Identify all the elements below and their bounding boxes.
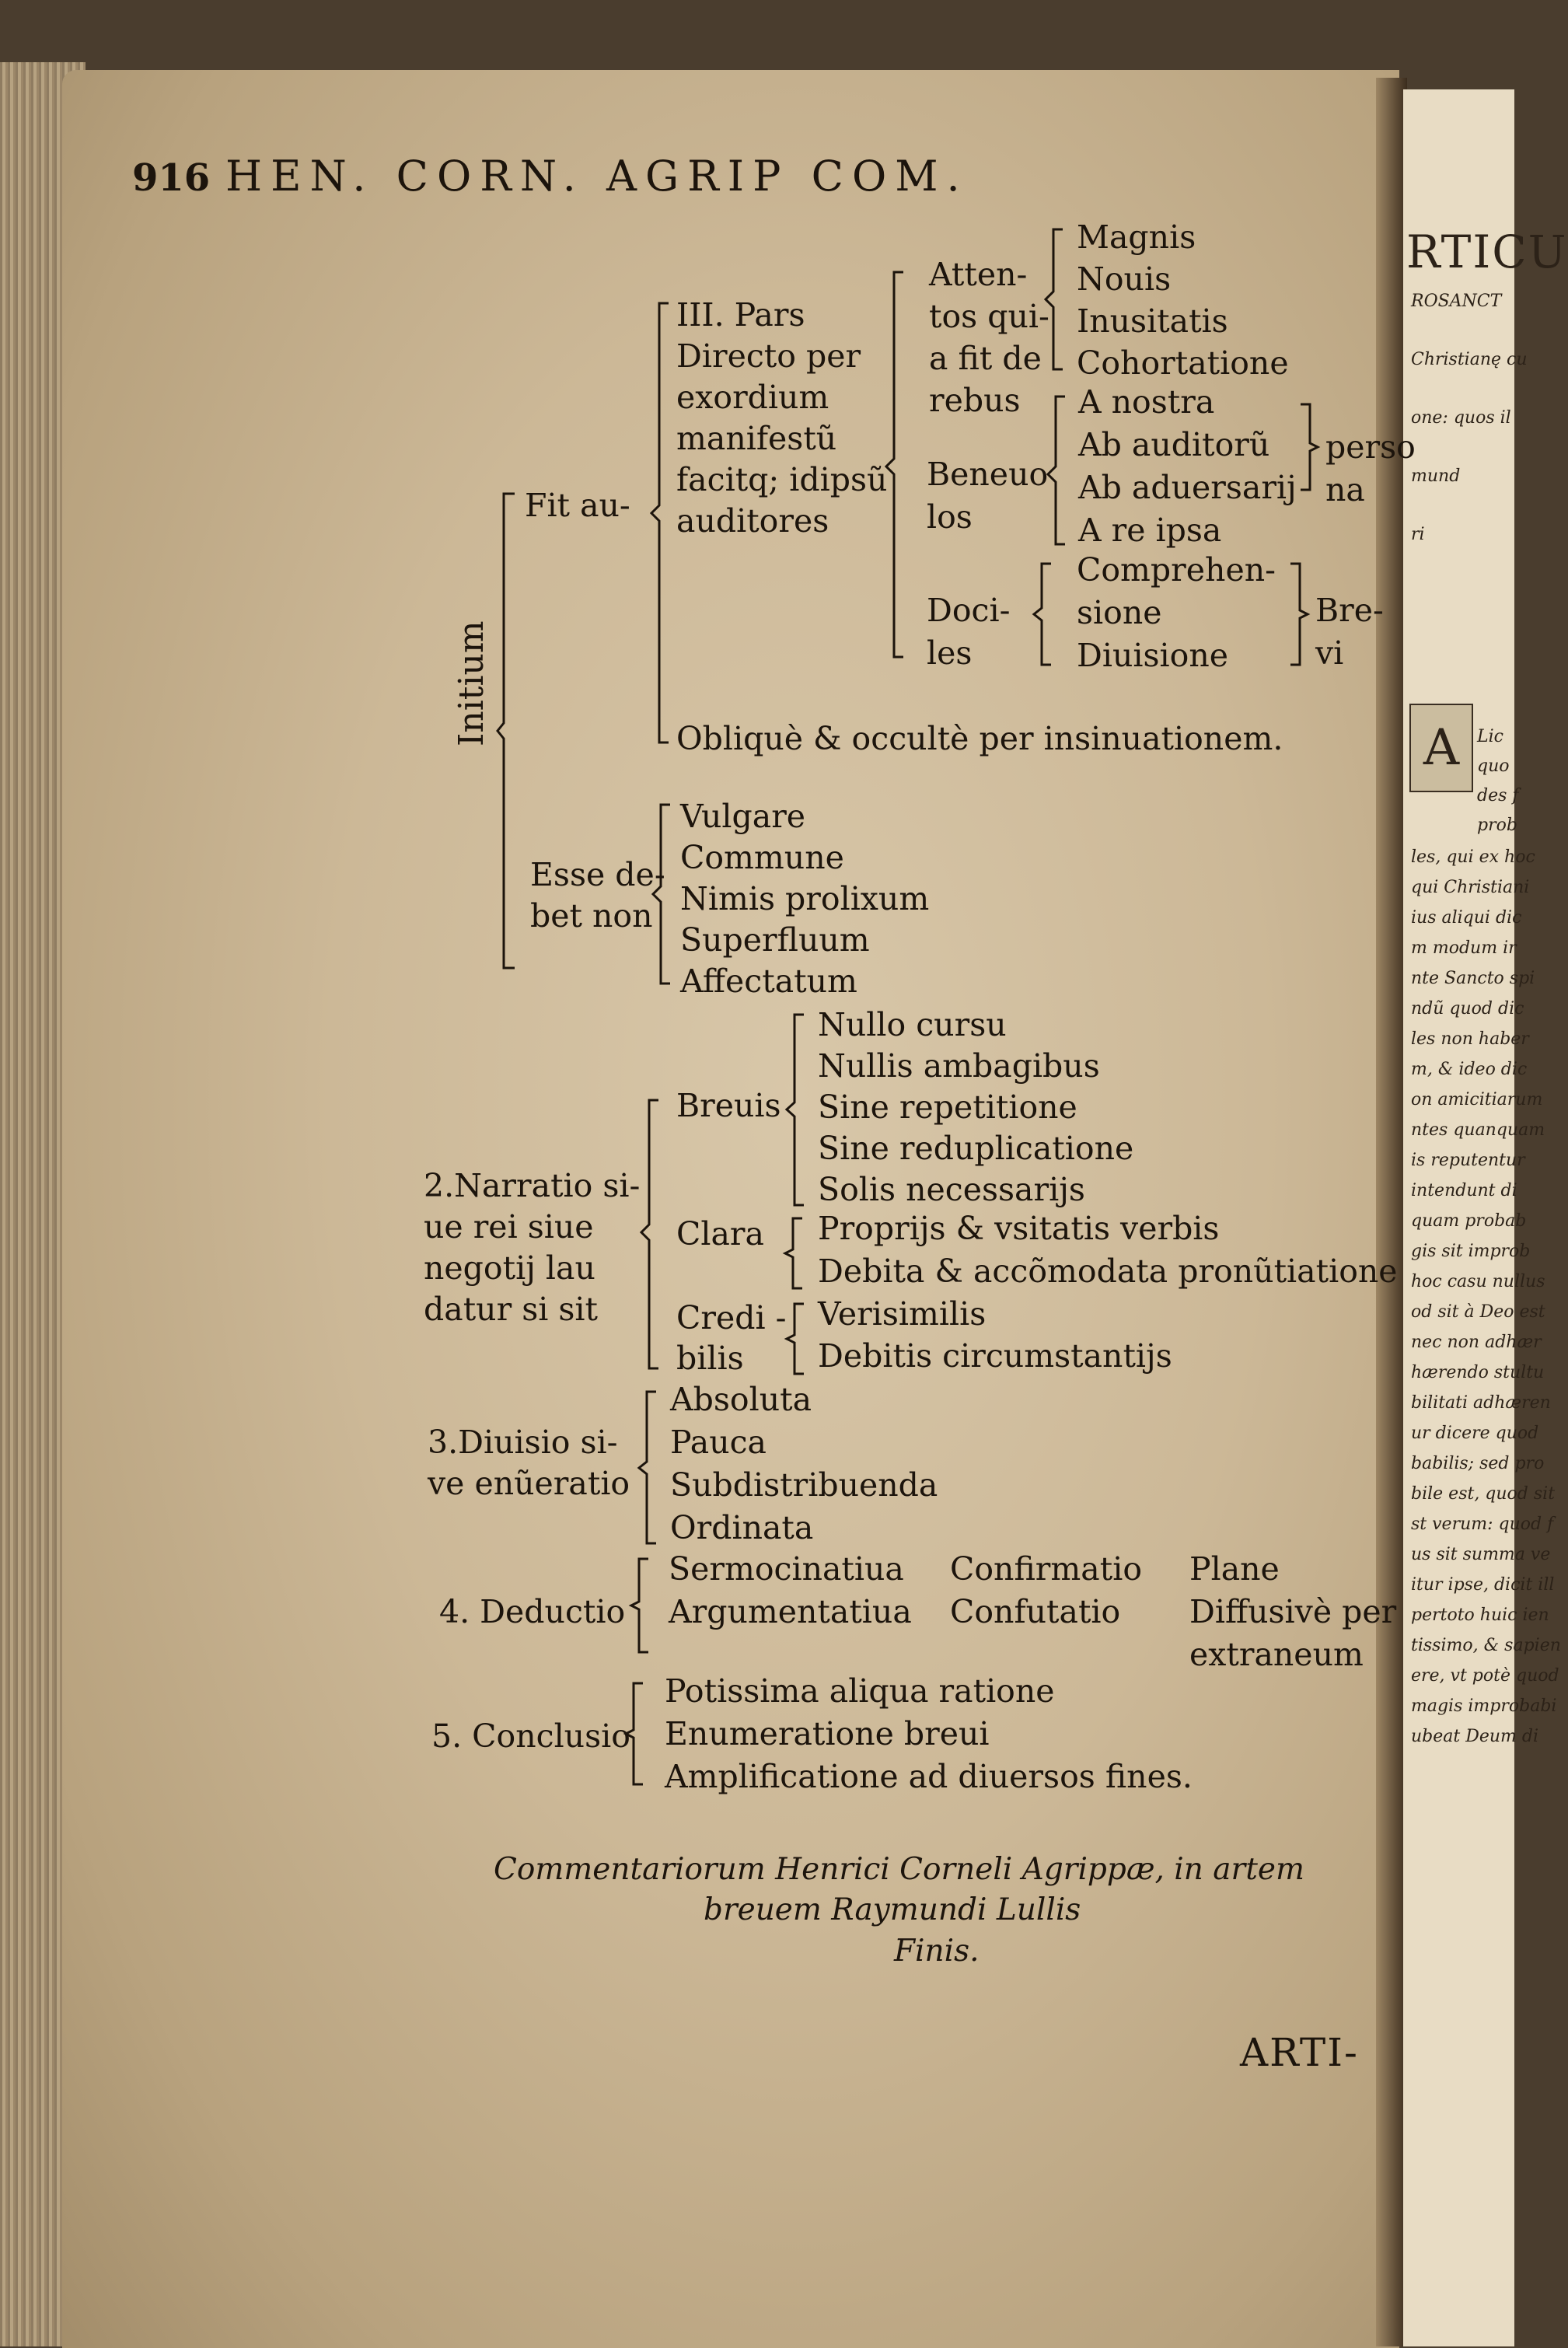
facing-heading: RTICU — [1406, 225, 1568, 278]
facing-text-line: ere, vt potè quod — [1411, 1666, 1559, 1686]
diuisio-item: Pauca — [670, 1424, 767, 1461]
root-label: Initium — [452, 620, 491, 746]
running-title: HEN. CORN. AGRIP COM. — [225, 152, 969, 201]
deductio-item: Sermocinatiua — [669, 1550, 904, 1588]
esse-item: Nimis prolixum — [680, 880, 930, 917]
credibilis-item: Debitis circumstantijs — [818, 1337, 1172, 1375]
beneuolos-line: Beneuo — [927, 456, 1049, 493]
dociles-line: les — [927, 634, 973, 672]
conclusio-label: 5. Conclusio — [431, 1717, 630, 1755]
facing-text-line: gis sit improb — [1411, 1242, 1531, 1261]
facing-text-line: quo — [1477, 756, 1510, 776]
facing-text-line: magis improbabi — [1411, 1696, 1557, 1716]
facing-text-line: ur dicere quod — [1411, 1424, 1539, 1443]
facing-text-line: ri — [1411, 525, 1425, 544]
facing-text-line: mund — [1411, 466, 1461, 486]
deductio-label: 4. Deductio — [439, 1593, 626, 1630]
narratio-line: negotij lau — [424, 1249, 595, 1287]
narratio-line: ue rei siue — [424, 1208, 594, 1246]
conclusio-brace — [626, 1679, 649, 1788]
facing-text-line: hoc casu nullus — [1411, 1272, 1545, 1291]
attentos-line: Atten- — [929, 256, 1028, 293]
facing-text-line: qui Christiani — [1411, 878, 1530, 897]
facing-text-line: tissimo, & sapien — [1411, 1636, 1561, 1655]
fit-au-brace — [651, 299, 675, 746]
facing-text-line: is reputentur — [1411, 1151, 1525, 1170]
pars-line: manifestũ — [676, 420, 837, 457]
clara-label: Clara — [676, 1215, 764, 1253]
esse-item: Affectatum — [680, 963, 857, 1000]
facing-text-line: ubeat Deum di — [1411, 1727, 1539, 1746]
clara-item: Debita & accõmodata pronũtiatione — [818, 1253, 1398, 1290]
attentos-item: Inusitatis — [1077, 302, 1228, 340]
oblique-line: Obliquè & occultè per insinuationem. — [676, 720, 1283, 757]
facing-text-line: Christianę cu — [1411, 350, 1528, 369]
deductio-item: Confutatio — [950, 1593, 1121, 1630]
attentos-line: a fit de — [929, 340, 1042, 377]
facing-text-line: prob — [1477, 816, 1517, 835]
facing-text-line: les, qui ex hoc — [1411, 847, 1535, 867]
deductio-item: Plane — [1189, 1550, 1280, 1588]
beneuolos-item: Ab aduersarij — [1078, 469, 1297, 506]
diuisio-item: Ordinata — [670, 1509, 814, 1546]
beneuolos-item: A nostra — [1078, 383, 1215, 421]
pars-line: Directo per — [676, 337, 861, 375]
diuisio-item: Absoluta — [670, 1381, 812, 1418]
facing-text-line: ROSANCT — [1411, 292, 1502, 311]
attentos-item: Nouis — [1077, 260, 1172, 298]
conclusio-item: Enumeratione breui — [665, 1715, 990, 1752]
credibilis-line: bilis — [676, 1340, 744, 1377]
esse-item: Commune — [680, 839, 844, 876]
clara-brace — [785, 1214, 808, 1292]
facing-text-line: od sit à Deo est — [1411, 1302, 1545, 1322]
facing-text-line: bilitati adhæren — [1411, 1393, 1551, 1413]
attentos-brace — [1046, 225, 1069, 373]
facing-text-line: quam probab — [1411, 1211, 1527, 1231]
attentos-item: Magnis — [1077, 218, 1196, 256]
decorated-initial-icon: A — [1409, 704, 1473, 792]
fit-au-label: Fit au- — [525, 487, 630, 524]
diuisio-item: Subdistribuenda — [670, 1466, 938, 1504]
narratio-line: datur si sit — [424, 1291, 599, 1328]
facing-text-line: hærendo stultu — [1411, 1363, 1545, 1382]
narratio-line: 2.Narratio si- — [424, 1167, 641, 1204]
credibilis-line: Credi - — [676, 1299, 787, 1336]
deductio-brace — [631, 1555, 655, 1656]
persona-line: perso — [1325, 428, 1416, 466]
esse-brace — [653, 801, 676, 987]
breui-line: Bre- — [1315, 592, 1384, 629]
breuis-item: Sine repetitione — [818, 1088, 1077, 1126]
pars-line: III. Pars — [676, 296, 805, 334]
dociles-item: Comprehen- — [1077, 551, 1276, 589]
pars-line: facitq; idipsũ — [676, 461, 888, 498]
breuis-item: Nullis ambagibus — [818, 1047, 1100, 1085]
clara-item: Proprijs & vsitatis verbis — [818, 1210, 1220, 1247]
facing-text-line: Lic — [1477, 727, 1503, 746]
credibilis-brace — [787, 1300, 810, 1378]
deductio-item: Diffusivè per — [1189, 1593, 1397, 1630]
attentos-line: rebus — [929, 382, 1021, 419]
pars-line: auditores — [676, 502, 829, 540]
catchword: ARTI- — [1240, 2030, 1359, 2075]
beneuolos-line: los — [927, 498, 973, 536]
book-gutter — [1376, 78, 1407, 2346]
facing-text-line: m modum ir — [1411, 938, 1517, 958]
breui-line: vi — [1315, 634, 1344, 672]
breuis-item: Nullo cursu — [818, 1006, 1007, 1043]
facing-text-line: nte Sancto spi — [1411, 969, 1535, 988]
colophon-line-3: Finis. — [894, 1934, 980, 1969]
facing-text-line: bile est, quod sit — [1411, 1484, 1556, 1504]
facing-text-line: babilis; sed pro — [1411, 1454, 1545, 1473]
credibilis-item: Verisimilis — [818, 1295, 987, 1333]
dociles-item: Diuisione — [1077, 637, 1229, 674]
deductio-item: Argumentatiua — [669, 1593, 912, 1630]
colophon-line-1: Commentariorum Henrici Corneli Agrippæ, in artem — [494, 1852, 1304, 1887]
pars-line: exordium — [676, 379, 829, 416]
persona-line: na — [1325, 471, 1365, 508]
esse-item: Vulgare — [680, 798, 806, 835]
breuis-item: Sine reduplicatione — [818, 1130, 1134, 1167]
pars-brace — [886, 268, 910, 661]
facing-text-line: st verum: quod f — [1411, 1515, 1554, 1534]
breuis-label: Breuis — [676, 1087, 781, 1124]
facing-text-line: us sit summa ve — [1411, 1545, 1551, 1564]
beneuolos-item: Ab auditorũ — [1078, 426, 1270, 463]
diuisio-line: ve enũeratio — [428, 1465, 630, 1502]
colophon-line-2: breuem Raymundi Lullis — [704, 1892, 1081, 1927]
facing-text-line: intendunt di — [1411, 1181, 1517, 1200]
facing-text-line: des f — [1477, 786, 1519, 805]
facing-text-line: pertoto huic ien — [1411, 1606, 1549, 1625]
facing-page — [1403, 89, 1568, 2346]
facing-text-line: one: quos il — [1411, 408, 1511, 428]
persona-brace — [1297, 400, 1320, 494]
beneuolos-brace — [1048, 393, 1071, 548]
betnon-label: bet non — [530, 897, 653, 935]
facing-text-line: ndũ quod dic — [1411, 999, 1524, 1019]
deductio-item: extraneum — [1189, 1636, 1364, 1673]
page-number: 916 — [132, 156, 211, 200]
root-brace — [498, 490, 521, 972]
facing-text-line: itur ipse, dicit ill — [1411, 1575, 1555, 1595]
dociles-item: sione — [1077, 594, 1162, 631]
facing-text-line: ius aliqui dic — [1411, 908, 1522, 928]
esse-item: Superfluum — [680, 921, 870, 959]
facing-text-line: ntes quanquam — [1411, 1120, 1545, 1140]
attentos-line: tos qui- — [929, 298, 1049, 335]
breuis-brace — [787, 1011, 810, 1209]
diuisio-brace — [639, 1388, 662, 1547]
facing-text-line: m, & ideo dic — [1411, 1060, 1528, 1079]
conclusio-item: Amplificatione ad diuersos fines. — [665, 1758, 1193, 1795]
esse-de-label: Esse de- — [530, 856, 665, 893]
conclusio-item: Potissima aliqua ratione — [665, 1672, 1055, 1710]
breuis-item: Solis necessarijs — [818, 1171, 1085, 1208]
dociles-brace — [1034, 560, 1057, 669]
beneuolos-item: A re ipsa — [1078, 512, 1222, 549]
attentos-item: Cohortatione — [1077, 344, 1289, 382]
deductio-item: Confirmatio — [950, 1550, 1143, 1588]
diuisio-line: 3.Diuisio si- — [428, 1424, 618, 1461]
facing-text-line: les non haber — [1411, 1029, 1529, 1049]
narratio-brace — [641, 1096, 665, 1372]
facing-text-line: nec non adhær — [1411, 1333, 1542, 1352]
dociles-line: Doci- — [927, 592, 1011, 629]
facing-text-line: on amicitiarum — [1411, 1090, 1543, 1109]
breui-brace — [1287, 560, 1310, 669]
